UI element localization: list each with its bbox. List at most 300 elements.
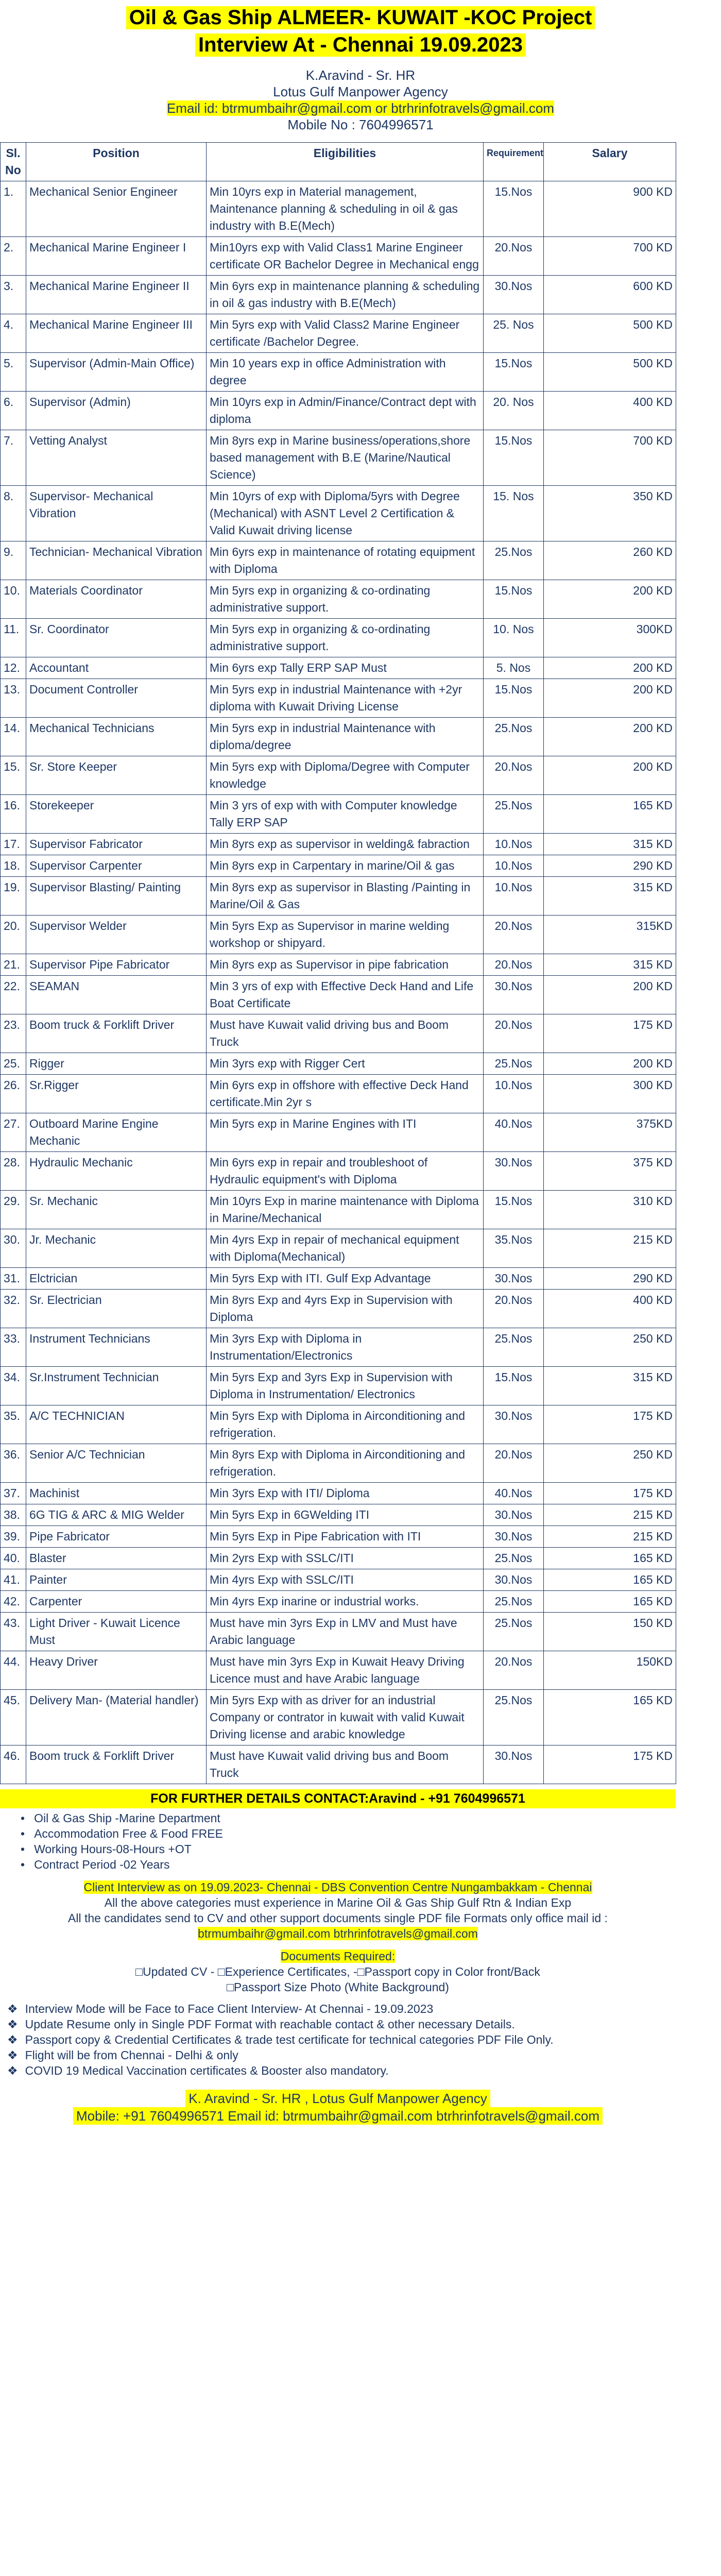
- cell-position: Sr.Instrument Technician: [26, 1367, 207, 1405]
- cell-sl: 46.: [1, 1745, 26, 1784]
- table-row: [1, 1483, 676, 1504]
- cell-eligibility: Min 6yrs exp in maintenance planning & scheduling in oil & gas industry with B.E(Mech): [207, 276, 484, 314]
- cell-position: Senior A/C Technician: [26, 1444, 207, 1483]
- cell-requirement: 25.Nos: [484, 1613, 544, 1651]
- cell-salary: 500 KD: [544, 353, 676, 392]
- cell-eligibility: Min 4yrs Exp inarine or industrial works.: [207, 1591, 484, 1613]
- cell-eligibility: Min 5yrs Exp in 6GWelding ITI: [207, 1504, 484, 1526]
- cell-eligibility: Min 4yrs Exp in repair of mechanical equipment with Diploma(Mechanical): [207, 1229, 484, 1268]
- note-item: ❖ Passport copy & Credential Certificates & trade test certificate for technical categories PDF File Only.: [7, 2032, 721, 2047]
- cell-eligibility: Min 8yrs Exp and 4yrs Exp in Supervision with Diploma: [207, 1290, 484, 1328]
- benefit-item: • Oil & Gas Ship -Marine Department: [21, 1810, 721, 1826]
- cell-salary: 290 KD: [544, 855, 676, 877]
- cell-position: 6G TIG & ARC & MIG Welder: [26, 1504, 207, 1526]
- cell-position: Painter: [26, 1569, 207, 1591]
- cell-eligibility: Min 8yrs exp as Supervisor in pipe fabrication: [207, 954, 484, 976]
- cell-eligibility: Min 5yrs exp in industrial Maintenance with diploma/degree: [207, 718, 484, 756]
- table-row: [1, 1229, 676, 1268]
- cell-salary: 300KD: [544, 619, 676, 657]
- cell-sl: 43.: [1, 1613, 26, 1651]
- cell-salary: 315 KD: [544, 954, 676, 976]
- cell-position: Sr. Mechanic: [26, 1191, 207, 1229]
- table-row: [1, 353, 676, 392]
- cell-eligibility: Min 10yrs Exp in marine maintenance with Diploma in Marine/Mechanical: [207, 1191, 484, 1229]
- cell-eligibility: Must have Kuwait valid driving bus and Boom Truck: [207, 1745, 484, 1784]
- cell-salary: 165 KD: [544, 795, 676, 834]
- cell-requirement: 20.Nos: [484, 1290, 544, 1328]
- cell-eligibility: Min 8yrs Exp with Diploma in Airconditioning and refrigeration.: [207, 1444, 484, 1483]
- cell-salary: 250 KD: [544, 1328, 676, 1367]
- cell-position: Supervisor Welder: [26, 916, 207, 954]
- table-row: [1, 679, 676, 718]
- cell-salary: 315 KD: [544, 877, 676, 916]
- cell-requirement: 20.Nos: [484, 1651, 544, 1690]
- cell-eligibility: Min 2yrs Exp with SSLC/ITI: [207, 1548, 484, 1569]
- cell-sl: 27.: [1, 1113, 26, 1152]
- cell-position: Blaster: [26, 1548, 207, 1569]
- cell-requirement: 5. Nos: [484, 657, 544, 679]
- cell-requirement: 15. Nos: [484, 486, 544, 541]
- cell-eligibility: Min 6yrs exp in repair and troubleshoot of Hydraulic equipment's with Diploma: [207, 1152, 484, 1191]
- cell-requirement: 10.Nos: [484, 834, 544, 855]
- cell-sl: 37.: [1, 1483, 26, 1504]
- cell-sl: 9.: [1, 541, 26, 580]
- cell-position: Rigger: [26, 1053, 207, 1075]
- table-row: [1, 795, 676, 834]
- cell-eligibility: Min 3 yrs of exp with with Computer knowledge Tally ERP SAP: [207, 795, 484, 834]
- cell-sl: 11.: [1, 619, 26, 657]
- table-row: [1, 855, 676, 877]
- benefits-list: [21, 1810, 721, 1872]
- cell-position: Technician- Mechanical Vibration: [26, 541, 207, 580]
- cell-position: Mechanical Marine Engineer III: [26, 314, 207, 353]
- cell-salary: 200 KD: [544, 1053, 676, 1075]
- cell-sl: 10.: [1, 580, 26, 619]
- footer: [0, 2090, 676, 2125]
- cell-eligibility: Must have min 3yrs Exp in LMV and Must have Arabic language: [207, 1613, 484, 1651]
- cell-position: A/C TECHNICIAN: [26, 1405, 207, 1444]
- cell-salary: 700 KD: [544, 237, 676, 276]
- cell-position: Elctrician: [26, 1268, 207, 1290]
- header: [0, 6, 721, 133]
- interview-requirement: All the above categories must experience in Marine Oil & Gas Ship Gulf Rtn & Indian Exp: [104, 1896, 572, 1909]
- cell-position: Carpenter: [26, 1591, 207, 1613]
- table-row: [1, 1367, 676, 1405]
- cell-sl: 32.: [1, 1290, 26, 1328]
- cell-position: Supervisor (Admin-Main Office): [26, 353, 207, 392]
- cell-position: Machinist: [26, 1483, 207, 1504]
- cell-eligibility: Min 3yrs Exp with Diploma in Instrumentation/Electronics: [207, 1328, 484, 1367]
- cell-position: Document Controller: [26, 679, 207, 718]
- cell-sl: 15.: [1, 756, 26, 795]
- table-row: [1, 1152, 676, 1191]
- cell-eligibility: Min 8yrs exp in Marine business/operations,shore based management with B.E (Marine/Nautical Science): [207, 430, 484, 486]
- cell-salary: 260 KD: [544, 541, 676, 580]
- cell-position: Supervisor Blasting/ Painting: [26, 877, 207, 916]
- cell-position: Supervisor Fabricator: [26, 834, 207, 855]
- note-item: ❖ Update Resume only in Single PDF Format with reachable contact & other necessary Details.: [7, 2016, 721, 2032]
- table-row: [1, 834, 676, 855]
- benefit-item: • Contract Period -02 Years: [21, 1857, 721, 1872]
- cell-requirement: 25.Nos: [484, 795, 544, 834]
- cell-requirement: 10.Nos: [484, 1075, 544, 1113]
- notes-list: [7, 2001, 721, 2078]
- cell-eligibility: Min 5yrs Exp and 3yrs Exp in Supervision with Diploma in Instrumentation/ Electronics: [207, 1367, 484, 1405]
- flyer-title: Oil & Gas Ship ALMEER- KUWAIT -KOC Project: [126, 6, 595, 29]
- cell-sl: 5.: [1, 353, 26, 392]
- cell-position: Materials Coordinator: [26, 580, 207, 619]
- cell-sl: 25.: [1, 1053, 26, 1075]
- cell-sl: 39.: [1, 1526, 26, 1548]
- table-row: [1, 541, 676, 580]
- table-row: [1, 718, 676, 756]
- interview-emails[interactable]: btrmumbaihr@gmail.com btrhrinfotravels@gmail.com: [198, 1927, 478, 1940]
- table-row: [1, 486, 676, 541]
- table-row: [1, 976, 676, 1014]
- table-row: [1, 954, 676, 976]
- table-row: [1, 237, 676, 276]
- cell-eligibility: Min 5yrs exp in organizing & co-ordinating administrative support.: [207, 619, 484, 657]
- cell-position: Jr. Mechanic: [26, 1229, 207, 1268]
- table-row: [1, 657, 676, 679]
- cell-position: Outboard Marine Engine Mechanic: [26, 1113, 207, 1152]
- cell-requirement: 30.Nos: [484, 1745, 544, 1784]
- cell-salary: 300 KD: [544, 1075, 676, 1113]
- cell-position: SEAMAN: [26, 976, 207, 1014]
- cell-sl: 40.: [1, 1548, 26, 1569]
- cell-eligibility: Min 10yrs of exp with Diploma/5yrs with Degree (Mechanical) with ASNT Level 2 Certification & Valid Kuwait driving license: [207, 486, 484, 541]
- cell-salary: 165 KD: [544, 1569, 676, 1591]
- cell-eligibility: Min 10 years exp in office Administration with degree: [207, 353, 484, 392]
- cell-requirement: 15.Nos: [484, 580, 544, 619]
- cell-salary: 165 KD: [544, 1690, 676, 1745]
- footer-contact: K. Aravind - Sr. HR , Lotus Gulf Manpower Agency: [185, 2090, 490, 2107]
- cell-salary: 400 KD: [544, 1290, 676, 1328]
- further-details-band: FOR FURTHER DETAILS CONTACT:Aravind - +91 7604996571: [0, 1789, 676, 1808]
- cell-salary: 200 KD: [544, 976, 676, 1014]
- table-row: [1, 1444, 676, 1483]
- interview-venue-block: [0, 1879, 676, 1941]
- cell-salary: 310 KD: [544, 1191, 676, 1229]
- cell-requirement: 30.Nos: [484, 1405, 544, 1444]
- table-row: [1, 1569, 676, 1591]
- cell-requirement: 20.Nos: [484, 1444, 544, 1483]
- cell-requirement: 15.Nos: [484, 1367, 544, 1405]
- footer-mobile-email[interactable]: Mobile: +91 7604996571 Email id: btrmumbaihr@gmail.com btrhrinfotravels@gmail.com: [73, 2107, 603, 2125]
- cell-requirement: 15.Nos: [484, 430, 544, 486]
- cell-salary: 165 KD: [544, 1548, 676, 1569]
- cell-requirement: 25.Nos: [484, 718, 544, 756]
- agency-name: Lotus Gulf Manpower Agency: [273, 84, 448, 99]
- cell-position: Boom truck & Forklift Driver: [26, 1014, 207, 1053]
- table-row: [1, 1745, 676, 1784]
- cell-eligibility: Min 8yrs exp as supervisor in welding& fabraction: [207, 834, 484, 855]
- cell-salary: 700 KD: [544, 430, 676, 486]
- table-row: [1, 276, 676, 314]
- cell-requirement: 15.Nos: [484, 1191, 544, 1229]
- cell-eligibility: Min 5yrs Exp as Supervisor in marine welding workshop or shipyard.: [207, 916, 484, 954]
- table-row: [1, 1651, 676, 1690]
- cell-salary: 315 KD: [544, 1367, 676, 1405]
- cell-requirement: 30.Nos: [484, 976, 544, 1014]
- cell-eligibility: Min 5yrs Exp in Pipe Fabrication with ITI: [207, 1526, 484, 1548]
- cell-salary: 200 KD: [544, 756, 676, 795]
- table-row: [1, 1328, 676, 1367]
- cell-salary: 900 KD: [544, 181, 676, 237]
- cell-eligibility: Min 8yrs exp in Carpentary in marine/Oil & gas: [207, 855, 484, 877]
- benefit-item: • Working Hours-08-Hours +OT: [21, 1841, 721, 1857]
- cell-sl: 8.: [1, 486, 26, 541]
- cell-salary: 400 KD: [544, 392, 676, 430]
- cell-sl: 2.: [1, 237, 26, 276]
- cell-requirement: 15.Nos: [484, 181, 544, 237]
- cell-sl: 17.: [1, 834, 26, 855]
- cell-sl: 36.: [1, 1444, 26, 1483]
- mobile-line: Mobile No : 7604996571: [287, 117, 434, 132]
- cell-position: Mechanical Marine Engineer II: [26, 276, 207, 314]
- cell-requirement: 20.Nos: [484, 916, 544, 954]
- cell-sl: 7.: [1, 430, 26, 486]
- cell-sl: 26.: [1, 1075, 26, 1113]
- cell-eligibility: Min 5yrs Exp with as driver for an industrial Company or contrator in kuwait with valid Kuwait Driving license and arabic knowledge: [207, 1690, 484, 1745]
- cell-position: Accountant: [26, 657, 207, 679]
- cell-requirement: 40.Nos: [484, 1113, 544, 1152]
- cell-sl: 41.: [1, 1569, 26, 1591]
- note-item: ❖ COVID 19 Medical Vaccination certificates & Booster also mandatory.: [7, 2063, 721, 2078]
- cell-salary: 150KD: [544, 1651, 676, 1690]
- benefit-item: • Accommodation Free & Food FREE: [21, 1826, 721, 1841]
- table-row: [1, 1591, 676, 1613]
- cell-salary: 175 KD: [544, 1405, 676, 1444]
- table-row: [1, 430, 676, 486]
- cell-position: Sr. Coordinator: [26, 619, 207, 657]
- cell-eligibility: Min 5yrs exp with Valid Class2 Marine Engineer certificate /Bachelor Degree.: [207, 314, 484, 353]
- cell-sl: 16.: [1, 795, 26, 834]
- cell-requirement: 20.Nos: [484, 954, 544, 976]
- cell-sl: 12.: [1, 657, 26, 679]
- cell-sl: 28.: [1, 1152, 26, 1191]
- cell-salary: 375KD: [544, 1113, 676, 1152]
- cell-salary: 500 KD: [544, 314, 676, 353]
- cell-sl: 23.: [1, 1014, 26, 1053]
- cell-salary: 315KD: [544, 916, 676, 954]
- cell-salary: 315 KD: [544, 834, 676, 855]
- cell-sl: 14.: [1, 718, 26, 756]
- cell-requirement: 20.Nos: [484, 1014, 544, 1053]
- table-row: [1, 1075, 676, 1113]
- table-row: [1, 1290, 676, 1328]
- table-row: [1, 314, 676, 353]
- cell-requirement: 20.Nos: [484, 237, 544, 276]
- table-row: [1, 1053, 676, 1075]
- cell-salary: 215 KD: [544, 1526, 676, 1548]
- cell-eligibility: Min 4yrs Exp with SSLC/ITI: [207, 1569, 484, 1591]
- cell-salary: 290 KD: [544, 1268, 676, 1290]
- table-row: [1, 1504, 676, 1526]
- cell-position: Pipe Fabricator: [26, 1526, 207, 1548]
- cell-salary: 200 KD: [544, 679, 676, 718]
- cell-sl: 42.: [1, 1591, 26, 1613]
- header-requirement: Requirement: [484, 143, 544, 181]
- cell-sl: 20.: [1, 916, 26, 954]
- cell-eligibility: Must have Kuwait valid driving bus and Boom Truck: [207, 1014, 484, 1053]
- cell-requirement: 10.Nos: [484, 877, 544, 916]
- cell-position: Light Driver - Kuwait Licence Must: [26, 1613, 207, 1651]
- cell-sl: 1.: [1, 181, 26, 237]
- table-row: [1, 756, 676, 795]
- email-line[interactable]: Email id: btrmumbaihr@gmail.com or btrhrinfotravels@gmail.com: [166, 100, 555, 116]
- interview-venue: Client Interview as on 19.09.2023- Chennai - DBS Convention Centre Nungambakkam - Chennai: [83, 1880, 592, 1894]
- cell-requirement: 25.Nos: [484, 1690, 544, 1745]
- cell-sl: 35.: [1, 1405, 26, 1444]
- cell-position: Mechanical Marine Engineer I: [26, 237, 207, 276]
- table-row: [1, 916, 676, 954]
- cell-salary: 200 KD: [544, 718, 676, 756]
- table-row: [1, 181, 676, 237]
- cell-position: Sr.Rigger: [26, 1075, 207, 1113]
- cell-eligibility: Min 10yrs exp in Admin/Finance/Contract dept with diploma: [207, 392, 484, 430]
- table-row: [1, 1690, 676, 1745]
- cell-eligibility: Min 5yrs exp with Diploma/Degree with Computer knowledge: [207, 756, 484, 795]
- cell-requirement: 20. Nos: [484, 392, 544, 430]
- cell-requirement: 40.Nos: [484, 1483, 544, 1504]
- cell-eligibility: Min 3 yrs of exp with Effective Deck Hand and Life Boat Certificate: [207, 976, 484, 1014]
- cell-position: Mechanical Senior Engineer: [26, 181, 207, 237]
- cell-requirement: 25.Nos: [484, 1548, 544, 1569]
- cell-eligibility: Min 5yrs exp in organizing & co-ordinating administrative support.: [207, 580, 484, 619]
- cell-sl: 6.: [1, 392, 26, 430]
- interview-title: Interview At - Chennai 19.09.2023: [195, 33, 526, 57]
- cell-salary: 250 KD: [544, 1444, 676, 1483]
- note-item: ❖ Interview Mode will be Face to Face Client Interview- At Chennai - 19.09.2023: [7, 2001, 721, 2016]
- documents-line-2: □Passport Size Photo (White Background): [227, 1980, 449, 1994]
- cell-sl: 30.: [1, 1229, 26, 1268]
- cell-salary: 165 KD: [544, 1591, 676, 1613]
- table-row: [1, 1113, 676, 1152]
- contact-name: K.Aravind - Sr. HR: [305, 67, 416, 83]
- note-item: ❖ Flight will be from Chennai - Delhi & only: [7, 2047, 721, 2063]
- table-body: [1, 181, 676, 1784]
- cell-salary: 350 KD: [544, 486, 676, 541]
- documents-line-1: □Updated CV - □Experience Certificates, -□Passport copy in Color front/Back: [135, 1965, 540, 1978]
- cell-salary: 215 KD: [544, 1504, 676, 1526]
- cell-requirement: 30.Nos: [484, 1569, 544, 1591]
- cell-salary: 200 KD: [544, 657, 676, 679]
- cell-sl: 38.: [1, 1504, 26, 1526]
- header-position: Position: [26, 143, 207, 181]
- header-salary: Salary: [544, 143, 676, 181]
- cell-eligibility: Min 5yrs Exp with Diploma in Airconditioning and refrigeration.: [207, 1405, 484, 1444]
- cell-requirement: 15.Nos: [484, 679, 544, 718]
- cell-requirement: 25.Nos: [484, 541, 544, 580]
- cell-eligibility: Min 8yrs exp as supervisor in Blasting /Painting in Marine/Oil & Gas: [207, 877, 484, 916]
- cell-salary: 200 KD: [544, 580, 676, 619]
- cell-position: Storekeeper: [26, 795, 207, 834]
- cell-position: Supervisor Carpenter: [26, 855, 207, 877]
- table-row: [1, 1405, 676, 1444]
- cell-eligibility: Min 3yrs exp with Rigger Cert: [207, 1053, 484, 1075]
- documents-heading: Documents Required:: [280, 1950, 396, 1963]
- cell-salary: 150 KD: [544, 1613, 676, 1651]
- table-row: [1, 619, 676, 657]
- cell-requirement: 25.Nos: [484, 1328, 544, 1367]
- cell-requirement: 25. Nos: [484, 314, 544, 353]
- cell-eligibility: Min 3yrs Exp with ITI/ Diploma: [207, 1483, 484, 1504]
- cell-sl: 19.: [1, 877, 26, 916]
- cell-position: Hydraulic Mechanic: [26, 1152, 207, 1191]
- table-row: [1, 1548, 676, 1569]
- header-sl: Sl. No: [1, 143, 26, 181]
- cell-requirement: 30.Nos: [484, 1504, 544, 1526]
- cell-sl: 31.: [1, 1268, 26, 1290]
- cell-position: Sr. Store Keeper: [26, 756, 207, 795]
- cell-requirement: 25.Nos: [484, 1591, 544, 1613]
- cell-requirement: 30.Nos: [484, 276, 544, 314]
- cell-eligibility: Min 10yrs exp in Material management, Maintenance planning & scheduling in oil & gas industry with B.E(Mech): [207, 181, 484, 237]
- cell-eligibility: Must have min 3yrs Exp in Kuwait Heavy Driving Licence must and have Arabic language: [207, 1651, 484, 1690]
- cell-position: Sr. Electrician: [26, 1290, 207, 1328]
- cell-sl: 4.: [1, 314, 26, 353]
- documents-block: [0, 1948, 676, 1995]
- cell-eligibility: Min 5yrs exp in industrial Maintenance with +2yr diploma with Kuwait Driving License: [207, 679, 484, 718]
- cell-position: Instrument Technicians: [26, 1328, 207, 1367]
- cell-eligibility: Min 5yrs Exp with ITI. Gulf Exp Advantage: [207, 1268, 484, 1290]
- cell-eligibility: Min 6yrs exp Tally ERP SAP Must: [207, 657, 484, 679]
- cell-eligibility: Min10yrs exp with Valid Class1 Marine Engineer certificate OR Bachelor Degree in Mechanical engg: [207, 237, 484, 276]
- cell-salary: 600 KD: [544, 276, 676, 314]
- cell-sl: 45.: [1, 1690, 26, 1745]
- cell-eligibility: Min 5yrs exp in Marine Engines with ITI: [207, 1113, 484, 1152]
- cell-requirement: 30.Nos: [484, 1526, 544, 1548]
- cell-sl: 22.: [1, 976, 26, 1014]
- table-row: [1, 1191, 676, 1229]
- table-row: [1, 877, 676, 916]
- cell-requirement: 35.Nos: [484, 1229, 544, 1268]
- table-header-row: [1, 143, 676, 181]
- cell-position: Mechanical Technicians: [26, 718, 207, 756]
- cell-position: Supervisor- Mechanical Vibration: [26, 486, 207, 541]
- cell-salary: 375 KD: [544, 1152, 676, 1191]
- table-row: [1, 1526, 676, 1548]
- cell-position: Vetting Analyst: [26, 430, 207, 486]
- cell-eligibility: Min 6yrs exp in maintenance of rotating equipment with Diploma: [207, 541, 484, 580]
- table-row: [1, 1613, 676, 1651]
- cell-requirement: 20.Nos: [484, 756, 544, 795]
- cell-requirement: 25.Nos: [484, 1053, 544, 1075]
- cell-requirement: 30.Nos: [484, 1268, 544, 1290]
- cell-sl: 18.: [1, 855, 26, 877]
- cell-position: Supervisor (Admin): [26, 392, 207, 430]
- cell-requirement: 10.Nos: [484, 855, 544, 877]
- cell-sl: 3.: [1, 276, 26, 314]
- cell-sl: 21.: [1, 954, 26, 976]
- cell-position: Heavy Driver: [26, 1651, 207, 1690]
- cell-requirement: 15.Nos: [484, 353, 544, 392]
- cell-salary: 175 KD: [544, 1483, 676, 1504]
- cell-sl: 33.: [1, 1328, 26, 1367]
- table-row: [1, 1014, 676, 1053]
- interview-submission: All the candidates send to CV and other support documents single PDF file Formats only office mail id :: [68, 1911, 608, 1925]
- cell-sl: 34.: [1, 1367, 26, 1405]
- table-row: [1, 580, 676, 619]
- header-eligibilities: Eligibilities: [207, 143, 484, 181]
- cell-requirement: 30.Nos: [484, 1152, 544, 1191]
- cell-sl: 29.: [1, 1191, 26, 1229]
- cell-sl: 44.: [1, 1651, 26, 1690]
- cell-position: Boom truck & Forklift Driver: [26, 1745, 207, 1784]
- cell-requirement: 10. Nos: [484, 619, 544, 657]
- cell-position: Delivery Man- (Material handler): [26, 1690, 207, 1745]
